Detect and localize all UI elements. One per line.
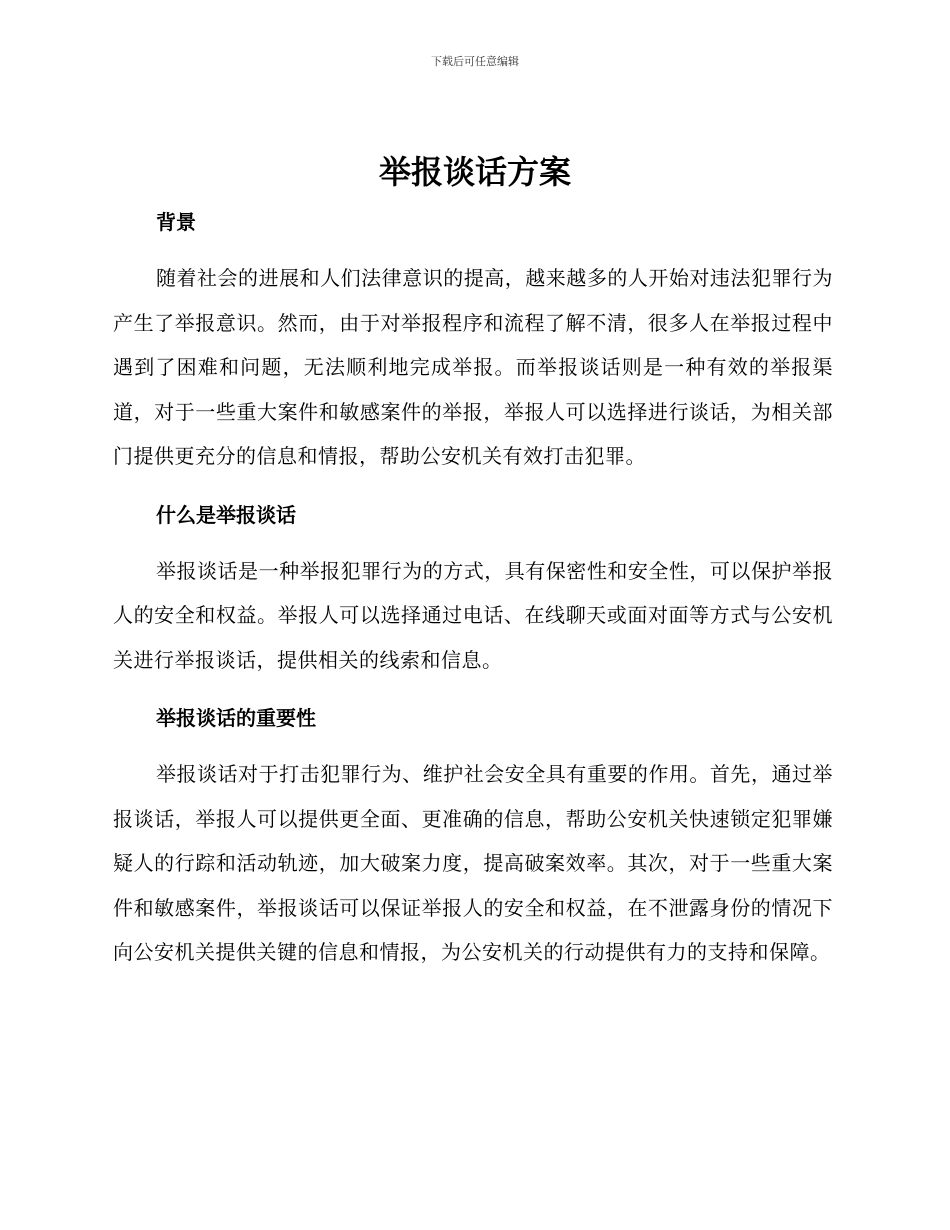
section-heading: 举报谈话的重要性 [156,706,316,730]
section-importance [113,696,833,975]
section-paragraph: 随着社会的进展和人们法律意识的提高，越来越多的人开始对违法犯罪行为产生了举报意识。然而，由于对举报程序和流程了解不清，很多人在举报过程中遇到了困难和问题，无法顺利地完成举报。而举报谈话则是一种有效的举报渠道，对于一些重大案件和敏感案件的举报，举报人可以选择进行谈话，为相关部门提供更充分的信息和情报，帮助公安机关有效打击犯罪。 [113,266,833,468]
section-paragraph: 举报谈话对于打击犯罪行为、维护社会安全具有重要的作用。首先，通过举报谈话，举报人可以提供更全面、更准确的信息，帮助公安机关快速锁定犯罪嫌疑人的行踪和活动轨迹，加大破案力度，提高破案效率。其次，对于一些重大案件和敏感案件，举报谈话可以保证举报人的安全和权益，在不泄露身份的情况下向公安机关提供关键的信息和情报，为公安机关的行动提供有力的支持和保障。 [113,762,833,964]
section-heading: 背景 [156,210,196,234]
section-background [113,200,833,479]
section-heading: 什么是举报谈话 [156,502,296,527]
section-paragraph: 举报谈话是一种举报犯罪行为的方式，具有保密性和安全性，可以保护举报人的安全和权益。举报人可以选择通过电话、在线聊天或面对面等方式与公安机关进行举报谈话，提供相关的线索和信息。 [113,558,833,672]
document-title: 举报谈话方案 [378,153,571,191]
page-header-note: 下载后可任意编辑 [431,55,519,68]
document-body [113,200,833,975]
section-what-is-report-talk [113,493,833,683]
